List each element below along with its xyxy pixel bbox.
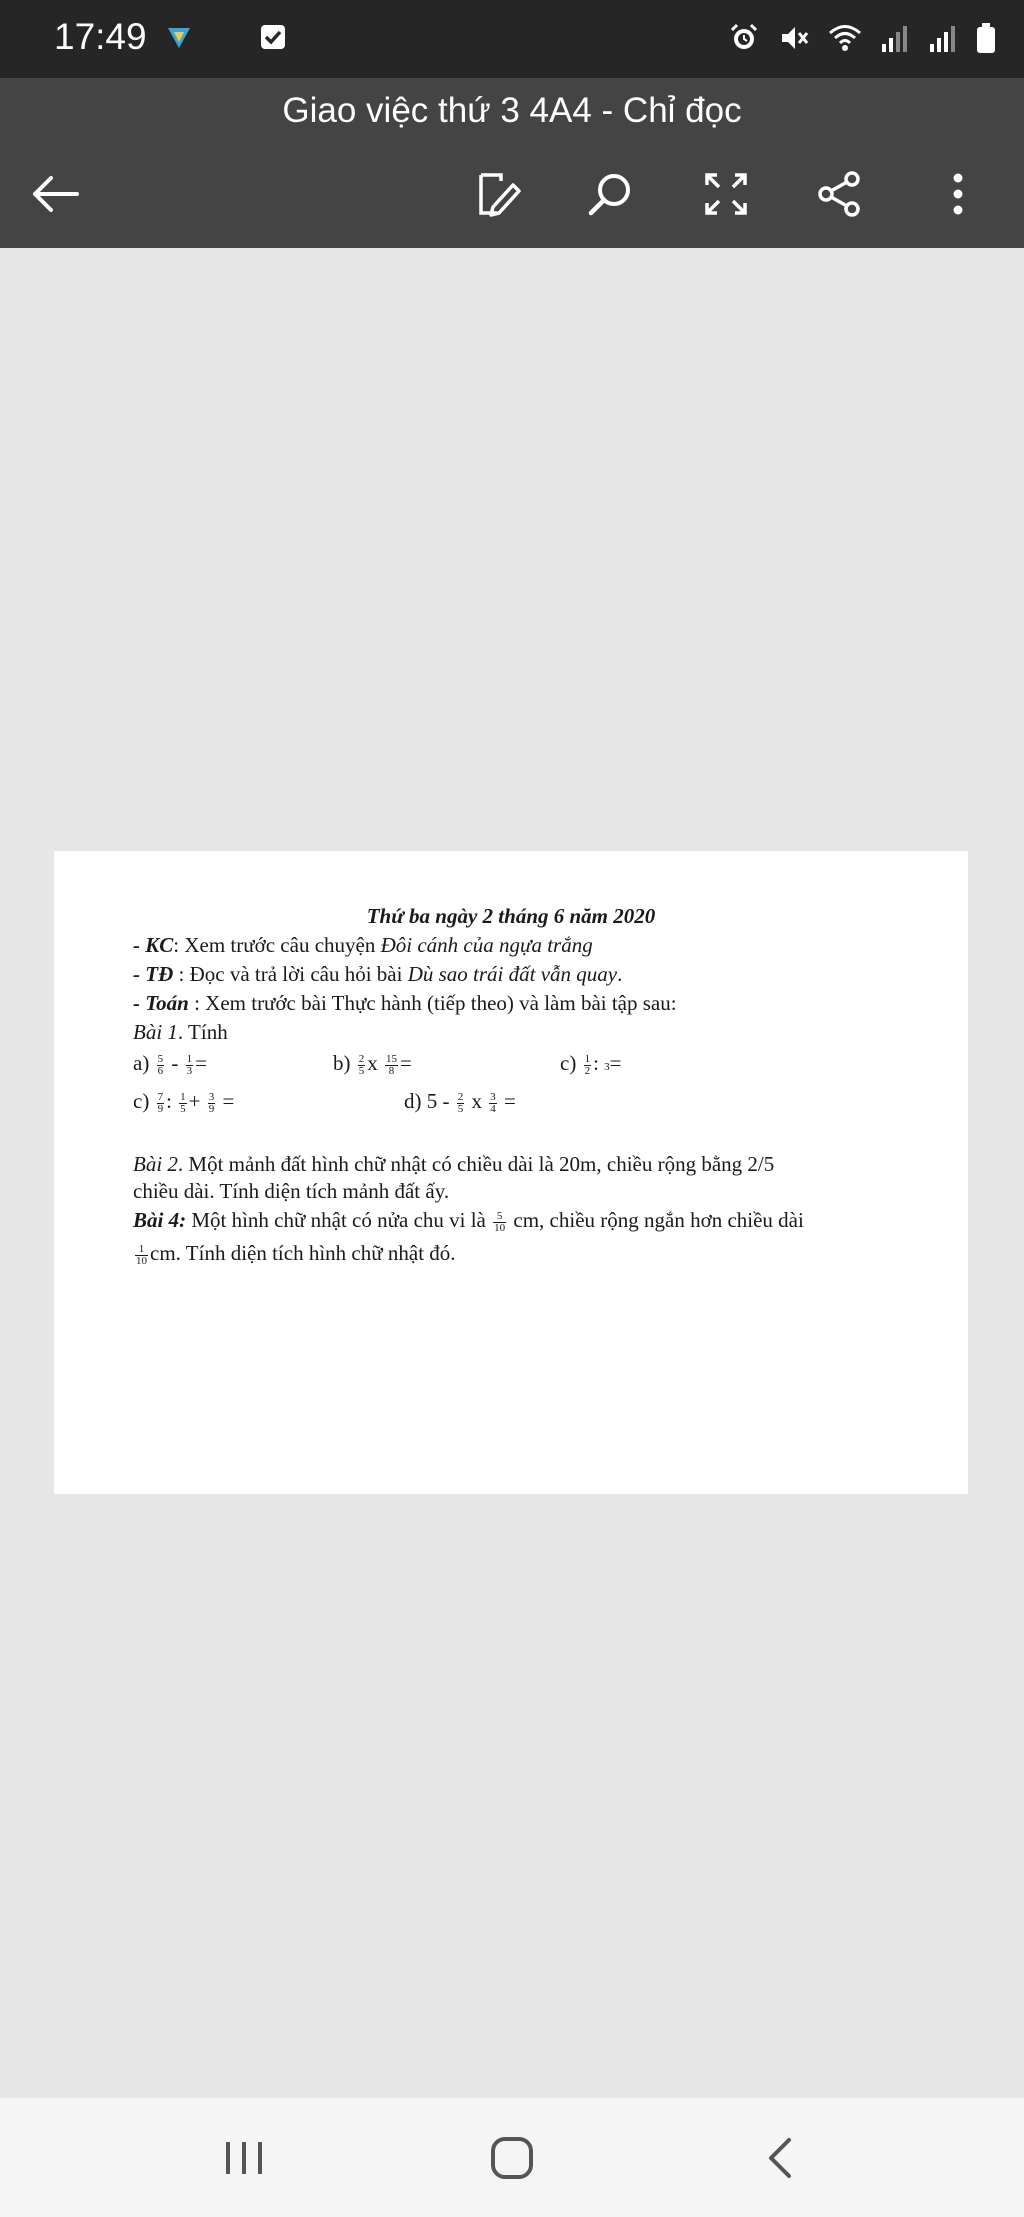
exercise-c1: c) $\frac{1}{2}$ : 3= <box>560 1051 622 1077</box>
more-options-icon <box>948 171 968 217</box>
status-time: 17:49 <box>54 16 147 57</box>
more-options-button[interactable] <box>922 158 994 230</box>
share-button[interactable] <box>804 158 876 230</box>
signal-icon-2 <box>928 22 958 54</box>
line-kc: - KC: Xem trước câu chuyện Đôi cánh của ngựa trắng <box>133 933 593 957</box>
document-title: Giao việc thứ 3 4A4 - Chỉ đọc <box>282 91 742 130</box>
home-button[interactable] <box>480 2126 544 2190</box>
share-icon <box>816 170 864 218</box>
document-page[interactable] <box>54 851 968 1494</box>
system-back-button[interactable] <box>748 2126 812 2190</box>
status-icons <box>728 18 996 58</box>
mute-icon <box>778 22 810 54</box>
status-bar <box>0 0 1024 78</box>
line-bai4-2: $\frac{1}{10}$ cm. Tính diện tích hình chữ nhật đó. <box>136 1241 456 1267</box>
recent-apps-button[interactable] <box>212 2126 276 2190</box>
line-td: - TĐ : Đọc và trả lời câu hỏi bài Dù sao trái đất vẫn quay. <box>133 962 623 986</box>
checkbox-notification-icon <box>258 22 288 52</box>
app-toolbar <box>0 78 1024 248</box>
recent-apps-icon <box>222 2138 266 2178</box>
document-heading: Thứ ba ngày 2 tháng 6 năm 2020 <box>366 904 656 928</box>
edit-button[interactable] <box>462 158 534 230</box>
line-bai1: Bài 1. Tính <box>133 1020 228 1044</box>
battery-icon <box>976 22 996 54</box>
back-icon <box>765 2136 795 2180</box>
line-bai4-1: Bài 4: Một hình chữ nhật có nửa chu vi là $\frac{5}{10}$ cm, chiều rộng ngắn hơn chiều dài <box>133 1208 804 1234</box>
search-icon <box>586 170 634 218</box>
line-bai2-2: chiều dài. Tính diện tích mảnh đất ấy. <box>133 1179 450 1203</box>
navigation-bar <box>0 2098 1024 2217</box>
signal-icon-1 <box>880 22 910 54</box>
line-bai2-1: Bài 2. Một mảnh đất hình chữ nhật có chiều dài là 20m, chiều rộng bằng 2/5 <box>133 1152 775 1176</box>
wifi-icon <box>828 22 862 54</box>
exercise-d: d) 5 - $\frac{2}{5}$ x $\frac{3}{4}$ = <box>404 1089 516 1115</box>
back-arrow-icon <box>31 174 81 214</box>
fullscreen-icon <box>703 171 749 217</box>
app-notification-icon <box>164 22 194 52</box>
line-toan: - Toán : Xem trước bài Thực hành (tiếp theo) và làm bài tập sau: <box>133 991 677 1015</box>
exercise-b: b) $\frac{2}{5}$ x $\frac{15}{8}$ = <box>333 1051 412 1077</box>
edit-icon <box>475 171 521 217</box>
home-icon <box>489 2135 535 2181</box>
back-button[interactable] <box>20 158 92 230</box>
search-button[interactable] <box>574 158 646 230</box>
fullscreen-button[interactable] <box>690 158 762 230</box>
alarm-icon <box>728 22 760 54</box>
exercise-a: a) $\frac{5}{6}$ - $\frac{1}{3}$ = <box>133 1051 207 1077</box>
document-viewer[interactable] <box>0 248 1024 2098</box>
exercise-c2: c) $\frac{7}{9}$ : $\frac{1}{5}$ + $\frac{3}{9}$ = <box>133 1089 235 1115</box>
